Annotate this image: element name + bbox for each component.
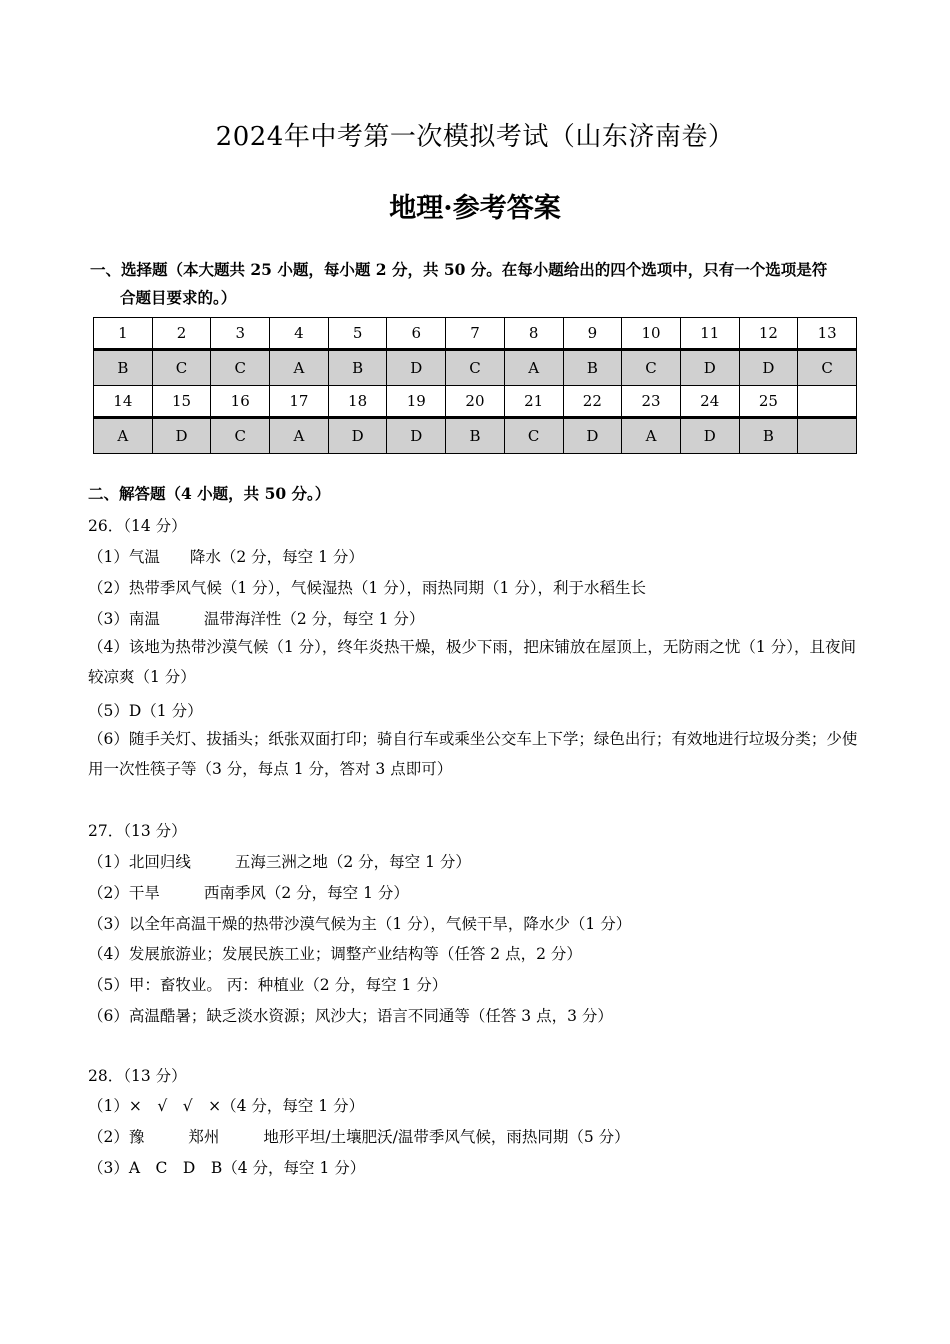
question-number-cell: 17: [270, 386, 329, 418]
question-number-cell: 20: [446, 386, 505, 418]
answer-cell: A: [270, 350, 329, 386]
section2-heading: 二、解答题（4 小题，共 50 分。）: [88, 484, 331, 503]
table-row-answers-1: [94, 350, 857, 386]
q28-a3: （3）A C D B（4 分，每空 1 分）: [88, 1159, 366, 1177]
q26-a1-part1: （1）气温: [88, 548, 160, 566]
page-title: 2024年中考第一次模拟考试（山东济南卷）: [215, 122, 735, 152]
table-row-numbers-1: [94, 318, 857, 350]
question-number-cell: 14: [94, 386, 153, 418]
q28-a2-part3: 地形平坦/土壤肥沃/温带季风气候，雨热同期（5 分）: [263, 1128, 630, 1146]
answer-cell: C: [504, 418, 563, 454]
page-subtitle: 地理·参考答案: [389, 193, 561, 224]
answer-cell: D: [152, 418, 211, 454]
q27-head: 27．（13 分）: [88, 822, 187, 840]
q26-a6: （6）随手关灯、拔插头；纸张双面打印；骑自行车或乘坐公交车上下学；绿色出行；有效地进行垃圾分类；少使用一次性筷子等（3 分，每点 1 分，答对 3 点即可）: [88, 730, 858, 778]
q27-a2-part1: （2）干旱: [88, 884, 160, 902]
question-number-cell: 12: [739, 318, 798, 350]
question-number-cell: 18: [328, 386, 387, 418]
answer-cell: D: [387, 418, 446, 454]
q27-a3: （3）以全年高温干燥的热带沙漠气候为主（1 分），气候干旱，降水少（1 分）: [88, 915, 632, 933]
answer-cell: C: [622, 350, 681, 386]
q26-a1-part2: 降水（2 分，每空 1 分）: [189, 548, 364, 566]
q28-a2-part1: （2）豫: [88, 1128, 145, 1146]
answer-cell: C: [798, 350, 857, 386]
section1-heading-cont: 合题目要求的。）: [120, 288, 237, 307]
question-number-cell: 22: [563, 386, 622, 418]
table-row-answers-2: [94, 418, 857, 454]
question-number-cell: 13: [798, 318, 857, 350]
q27-a1-part1: （1）北回归线: [88, 853, 191, 871]
question-number-cell: 7: [446, 318, 505, 350]
q27-a1-part2: 五海三洲之地（2 分，每空 1 分）: [234, 853, 471, 871]
question-number-cell: [798, 386, 857, 418]
answer-cell: C: [211, 418, 270, 454]
q26-a2: （2）热带季风气候（1 分），气候湿热（1 分），雨热同期（1 分），利于水稻生长: [88, 579, 646, 597]
question-number-cell: 19: [387, 386, 446, 418]
answer-cell: A: [504, 350, 563, 386]
q27-a2-part2: 西南季风（2 分，每空 1 分）: [203, 884, 409, 902]
answer-cell: D: [739, 350, 798, 386]
q28-a2: [88, 1125, 630, 1147]
q26-head: 26．（14 分）: [88, 517, 187, 535]
answer-cell: D: [563, 418, 622, 454]
answer-cell: D: [387, 350, 446, 386]
answer-cell: B: [739, 418, 798, 454]
answer-cell: B: [563, 350, 622, 386]
question-number-cell: 16: [211, 386, 270, 418]
q28-head: 28．（13 分）: [88, 1067, 187, 1085]
answer-cell: A: [622, 418, 681, 454]
question-number-cell: 10: [622, 318, 681, 350]
answer-cell: A: [94, 418, 153, 454]
question-number-cell: 6: [387, 318, 446, 350]
q26-a5: （5）D（1 分）: [88, 702, 203, 720]
question-number-cell: 8: [504, 318, 563, 350]
question-number-cell: 3: [211, 318, 270, 350]
question-number-cell: 23: [622, 386, 681, 418]
q27-a4: （4）发展旅游业；发展民族工业；调整产业结构等（任答 2 点，2 分）: [88, 945, 582, 963]
answer-cell: D: [680, 350, 739, 386]
q26-a3: [88, 607, 424, 629]
answer-cell: D: [680, 418, 739, 454]
q28-a1: （1）× √ √ ×（4 分，每空 1 分）: [88, 1097, 365, 1115]
q26-a4: （4）该地为热带沙漠气候（1 分），终年炎热干燥，极少下雨，把床铺放在屋顶上，无防雨之忧（1 分），且夜间较凉爽（1 分）: [88, 638, 856, 686]
q26-a1: [88, 545, 364, 567]
answer-cell: A: [270, 418, 329, 454]
section1-heading-text: 一、选择题（本大题共 25 小题，每小题 2 分，共 50 分。在每小题给出的四个选项中，只有一个选项是符: [90, 260, 828, 279]
question-number-cell: 24: [680, 386, 739, 418]
question-number-cell: 25: [739, 386, 798, 418]
question-number-cell: 9: [563, 318, 622, 350]
answer-cell: C: [446, 350, 505, 386]
answer-cell: D: [328, 418, 387, 454]
question-number-cell: 15: [152, 386, 211, 418]
q28-a2-part2: 郑州: [188, 1128, 220, 1146]
question-number-cell: 2: [152, 318, 211, 350]
answer-cell: C: [152, 350, 211, 386]
question-number-cell: 21: [504, 386, 563, 418]
question-number-cell: 11: [680, 318, 739, 350]
question-number-cell: 5: [328, 318, 387, 350]
q27-a2: [88, 881, 409, 903]
q27-a6: （6）高温酷暑；缺乏淡水资源；风沙大；语言不同通等（任答 3 点，3 分）: [88, 1007, 613, 1025]
question-number-cell: 4: [270, 318, 329, 350]
q27-a1: [88, 850, 471, 872]
table-row-numbers-2: [94, 386, 857, 418]
question-number-cell: 1: [94, 318, 153, 350]
answer-cell: [798, 418, 857, 454]
q26-a3-part2: 温带海洋性（2 分，每空 1 分）: [203, 610, 425, 628]
answer-cell: B: [94, 350, 153, 386]
answer-cell: C: [211, 350, 270, 386]
q26-a3-part1: （3）南温: [88, 610, 160, 628]
answer-cell: B: [446, 418, 505, 454]
answer-cell: B: [328, 350, 387, 386]
q27-a5: （5）甲：畜牧业。 丙：种植业（2 分，每空 1 分）: [88, 976, 448, 994]
section1-heading: [90, 256, 880, 312]
answer-table: [93, 317, 857, 454]
